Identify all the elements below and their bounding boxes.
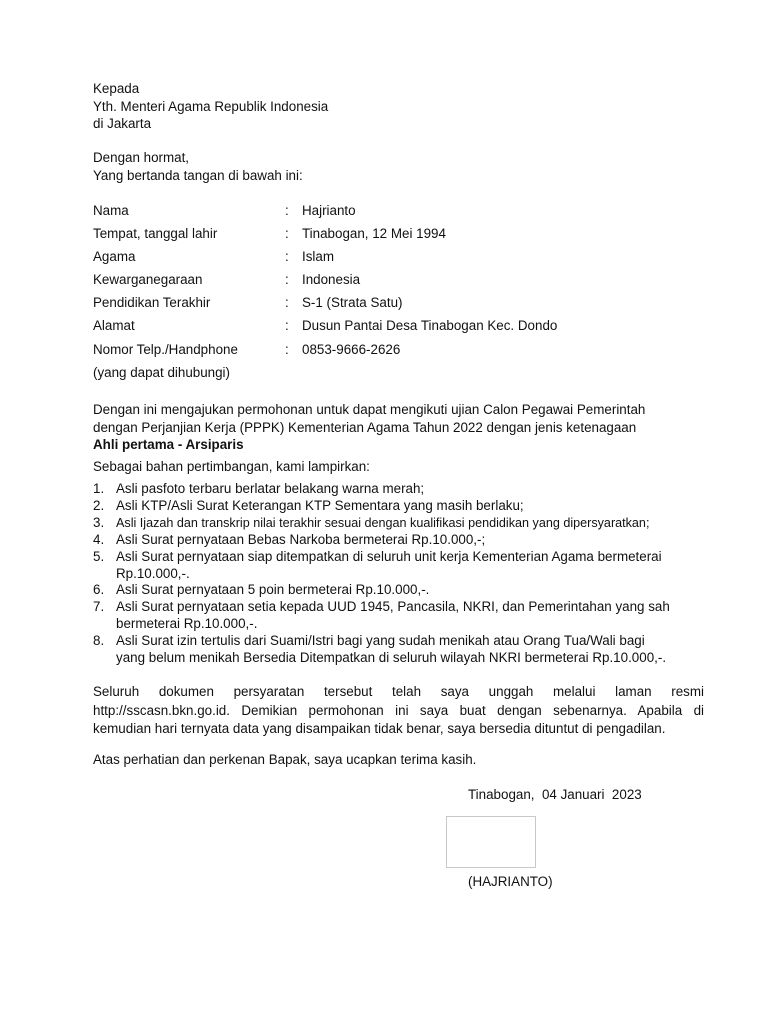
field-colon: : — [285, 249, 289, 265]
greeting-salutation: Dengan hormat, — [93, 150, 190, 165]
field-label: Alamat — [93, 318, 135, 334]
list-number: 1. — [93, 481, 105, 496]
phone-note-text: (yang dapat dihubungi) — [93, 364, 230, 380]
applicant-row-name — [93, 199, 705, 222]
field-label: Tempat, tanggal lahir — [93, 226, 218, 242]
list-item — [93, 582, 705, 599]
list-item — [93, 532, 705, 549]
thanks-text: Atas perhatian dan perkenan Bapak, saya ucapkan terima kasih. — [93, 752, 477, 767]
greeting-intro: Yang bertanda tangan di bawah ini: — [93, 167, 303, 183]
list-item — [93, 633, 705, 667]
signature-name: (HAJRIANTO) — [468, 874, 553, 889]
list-item-text: Asli pasfoto terbaru berlatar belakang warna merah; — [116, 481, 425, 496]
applicant-row-education — [93, 291, 705, 314]
list-item — [93, 498, 705, 515]
field-colon: : — [285, 226, 289, 242]
applicant-row-phone — [93, 338, 705, 361]
list-number: 6. — [93, 582, 105, 598]
list-number: 8. — [93, 633, 105, 649]
field-value: Dusun Pantai Desa Tinabogan Kec. Dondo — [302, 318, 558, 334]
list-item — [93, 599, 705, 633]
field-colon: : — [285, 272, 289, 288]
recipient-line-minister: Yth. Menteri Agama Republik Indonesia — [93, 98, 329, 114]
field-colon: : — [285, 318, 289, 334]
list-item-text-cont: yang belum menikah Bersedia Ditempatkan di seluruh wilayah NKRI bermeterai Rp.10.000,-. — [116, 650, 667, 666]
list-item-text: Asli Surat pernyataan 5 poin bermeterai Rp.10.000,-. — [116, 582, 430, 598]
request-line-2: dengan Perjanjian Kerja (PPPK) Kementerian Agama Tahun 2022 dengan jenis ketenagaan — [93, 419, 637, 435]
field-label: Pendidikan Terakhir — [93, 295, 211, 311]
field-colon: : — [285, 341, 289, 357]
recipient-line-kepada: Kepada — [93, 81, 140, 96]
request-paragraph — [93, 401, 705, 454]
field-value: Indonesia — [302, 272, 361, 288]
list-item-text-cont: bermeterai Rp.10.000,-. — [116, 616, 258, 632]
attachments-list — [93, 481, 705, 667]
thanks-block — [93, 751, 705, 769]
field-value: 0853-9666-2626 — [302, 341, 401, 357]
list-item-text: Asli KTP/Asli Surat Keterangan KTP Sementara yang masih berlaku; — [116, 497, 524, 513]
list-item-text: Asli Surat izin tertulis dari Suami/Istri bagi yang sudah menikah atau Orang Tua/Wali bagi — [116, 633, 645, 649]
field-value: Tinabogan, 12 Mei 1994 — [302, 226, 446, 242]
applicant-row-religion — [93, 245, 705, 268]
closing-line-1: Seluruh dokumen persyaratan tersebut telah saya unggah melalui laman resmi — [93, 684, 704, 699]
list-item-text-cont: Rp.10.000,-. — [116, 565, 190, 581]
closing-line-2: http://sscasn.bkn.go.id. Demikian permohonan ini saya buat dengan sebenarnya. Apabila di — [93, 702, 704, 718]
list-item-text: Asli Surat pernyataan Bebas Narkoba bermeterai Rp.10.000,-; — [116, 531, 486, 547]
list-item-text: Asli Surat pernyataan siap ditempatkan di seluruh unit kerja Kementerian Agama bermeterai — [116, 548, 662, 564]
attachments-intro — [93, 458, 705, 476]
request-line-1: Dengan ini mengajukan permohonan untuk dapat mengikuti ujian Calon Pegawai Pemerintah — [93, 402, 646, 417]
field-colon: : — [285, 295, 289, 311]
field-label: Agama — [93, 249, 136, 265]
recipient-line-location: di Jakarta — [93, 116, 152, 131]
list-item — [93, 515, 705, 532]
list-number: 5. — [93, 548, 105, 564]
request-position: Ahli pertama - Arsiparis — [93, 437, 244, 452]
list-number: 2. — [93, 497, 105, 513]
field-label: Kewarganegaraan — [93, 272, 203, 288]
applicant-phone-note — [93, 361, 705, 384]
recipient-block — [93, 80, 705, 133]
list-item-text: Asli Surat pernyataan setia kepada UUD 1945, Pancasila, NKRI, dan Pemerintahan yang sah — [116, 599, 670, 615]
applicant-row-citizenship — [93, 268, 705, 291]
list-number: 3. — [93, 514, 105, 530]
field-label: Nomor Telp./Handphone — [93, 341, 238, 357]
closing-line-3: kemudian hari ternyata data yang disampaikan tidak benar, saya bersedia dituntut di pengadilan. — [93, 721, 666, 736]
list-item-text: Asli Ijazah dan transkrip nilai terakhir sesuai dengan kualifikasi pendidikan yang dipersyaratkan; — [116, 515, 650, 530]
greeting-block — [93, 149, 705, 184]
list-number: 4. — [93, 531, 105, 547]
attachments-intro-text: Sebagai bahan pertimbangan, kami lampirkan: — [93, 459, 370, 474]
closing-paragraph — [93, 683, 704, 739]
field-value: Hajrianto — [302, 203, 356, 218]
field-value: S-1 (Strata Satu) — [302, 295, 403, 311]
field-colon: : — [285, 203, 289, 218]
list-number: 7. — [93, 599, 105, 615]
list-item — [93, 481, 705, 498]
signature-place-date: Tinabogan, 04 Januari 2023 — [468, 787, 642, 802]
field-label: Nama — [93, 203, 129, 218]
applicant-row-address — [93, 314, 705, 337]
applicant-details — [93, 199, 705, 384]
signature-box — [446, 816, 536, 868]
list-item — [93, 549, 705, 583]
field-value: Islam — [302, 249, 334, 265]
applicant-row-birth — [93, 222, 705, 245]
